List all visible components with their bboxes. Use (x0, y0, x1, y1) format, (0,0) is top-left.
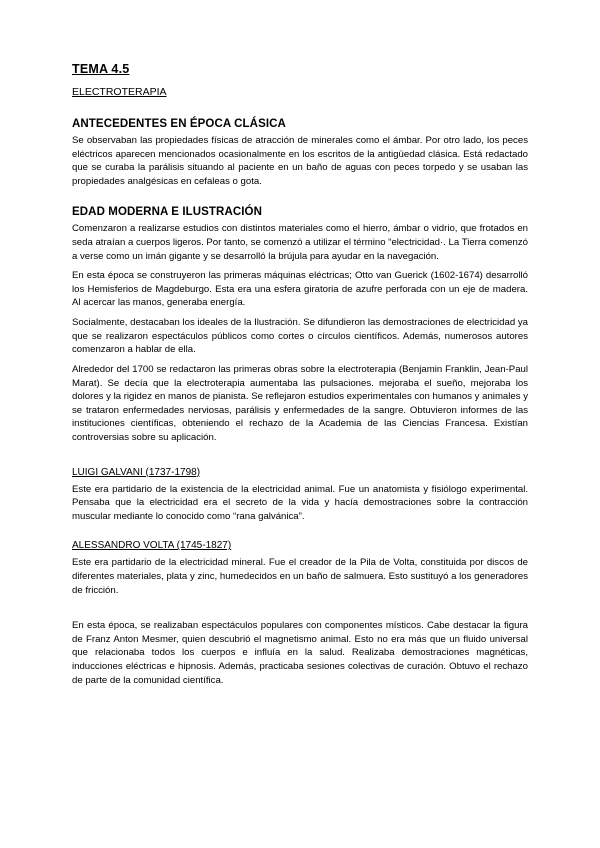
section-paragraph: En esta época se construyeron las primeras máquinas eléctricas; Otto van Guerick (1602-1674) desarrolló los Hemisferios de Magdeburgo. Esta era una esfera giratoria de azufre perforada con un eje de madera. Al acercar las manos, generaba energía. (72, 270, 528, 309)
subsection-heading-galvani: LUIGI GALVANI (1737-1798) (72, 466, 201, 478)
section-heading-antecedentes: ANTECEDENTES EN ÉPOCA CLÁSICA (72, 118, 286, 130)
subsection-paragraph: Este era partidario de la electricidad mineral. Fue el creador de la Pila de Volta, constituida por discos de diferentes materiales, plata y zinc, humedecidos en un baño de salmuera. Esto sustituyó a los generadores de fricción. (72, 557, 528, 596)
section-paragraph: Socialmente, destacaban los ideales de la Ilustración. Se difundieron las demostraciones de electricidad ya que se realizaron espectáculos públicos como cortes o círculos científicos. Además, numerosos autores comenzaron a hablar de ella. (72, 317, 528, 356)
page-subtitle: ELECTROTERAPIA (72, 86, 167, 98)
section-paragraph: Comenzaron a realizarse estudios con distintos materiales como el hierro, ámbar o vidrio, que frotados en seda atraían a cuerpos ligeros. Por tanto, se comenzó a utilizar el término “electricidad·. La Tierra comenzó a verse como un imán gigante y se desarrolló la brújula para ayudar en la navegación. (72, 223, 528, 262)
page-title: TEMA 4.5 (72, 62, 130, 76)
closing-paragraph: En esta época, se realizaban espectáculos populares con componentes místicos. Cabe destacar la figura de Franz Anton Mesmer, quien descubrió el magnetismo animal. Esto no era más que un fluido universal que relacionaba todos los cuerpos e influía en la salud. Realizaba demostraciones magnéticas, inducciones eléctricas e hipnosis. Además, practicaba sesiones colectivas de curación. Obtuvo el rechazo de parte de la comunidad científica. (72, 620, 528, 686)
section-paragraph: Alrededor del 1700 se redactaron las primeras obras sobre la electroterapia (Benjamin Franklin, Jean-Paul Marat). Se decía que la electroterapia aumentaba las pulsaciones. mejoraba el sueño, mejoraba los dolores y la rigidez en manos de pianista. Se reflejaron estudios experimentales con humanos y animales y se trataron enfermedades nerviosas, parálisis y enfermedades de la sangre. Obtuvieron informes de las instituciones científicas, obteniendo el rechazo de la Academia de las Ciencias Francesa. Existían controversias sobre su aplicación. (72, 363, 528, 443)
subsection-paragraph: Este era partidario de la existencia de la electricidad animal. Fue un anatomista y fisiólogo experimental. Pensaba que la electricidad era el secreto de la vida y hacía demostraciones sobre la contracción muscular mediante lo conocido como “rana galvánica”. (72, 483, 528, 522)
section-heading-edad-moderna: EDAD MODERNA E ILUSTRACIÓN (72, 206, 263, 219)
subsection-heading-volta: ALESSANDRO VOLTA (1745-1827) (72, 540, 232, 552)
section-paragraph: Se observaban las propiedades físicas de atracción de minerales como el ámbar. Por otro lado, los peces eléctricos aparecen mencionados ocasionalmente en los escritos de la antigüedad clásica. Está redactado que se curaba la parálisis situando al paciente en un baño de aguas con peces torpedo y se usaban las propiedades analgésicas en cefaleas o gota. (72, 135, 528, 187)
